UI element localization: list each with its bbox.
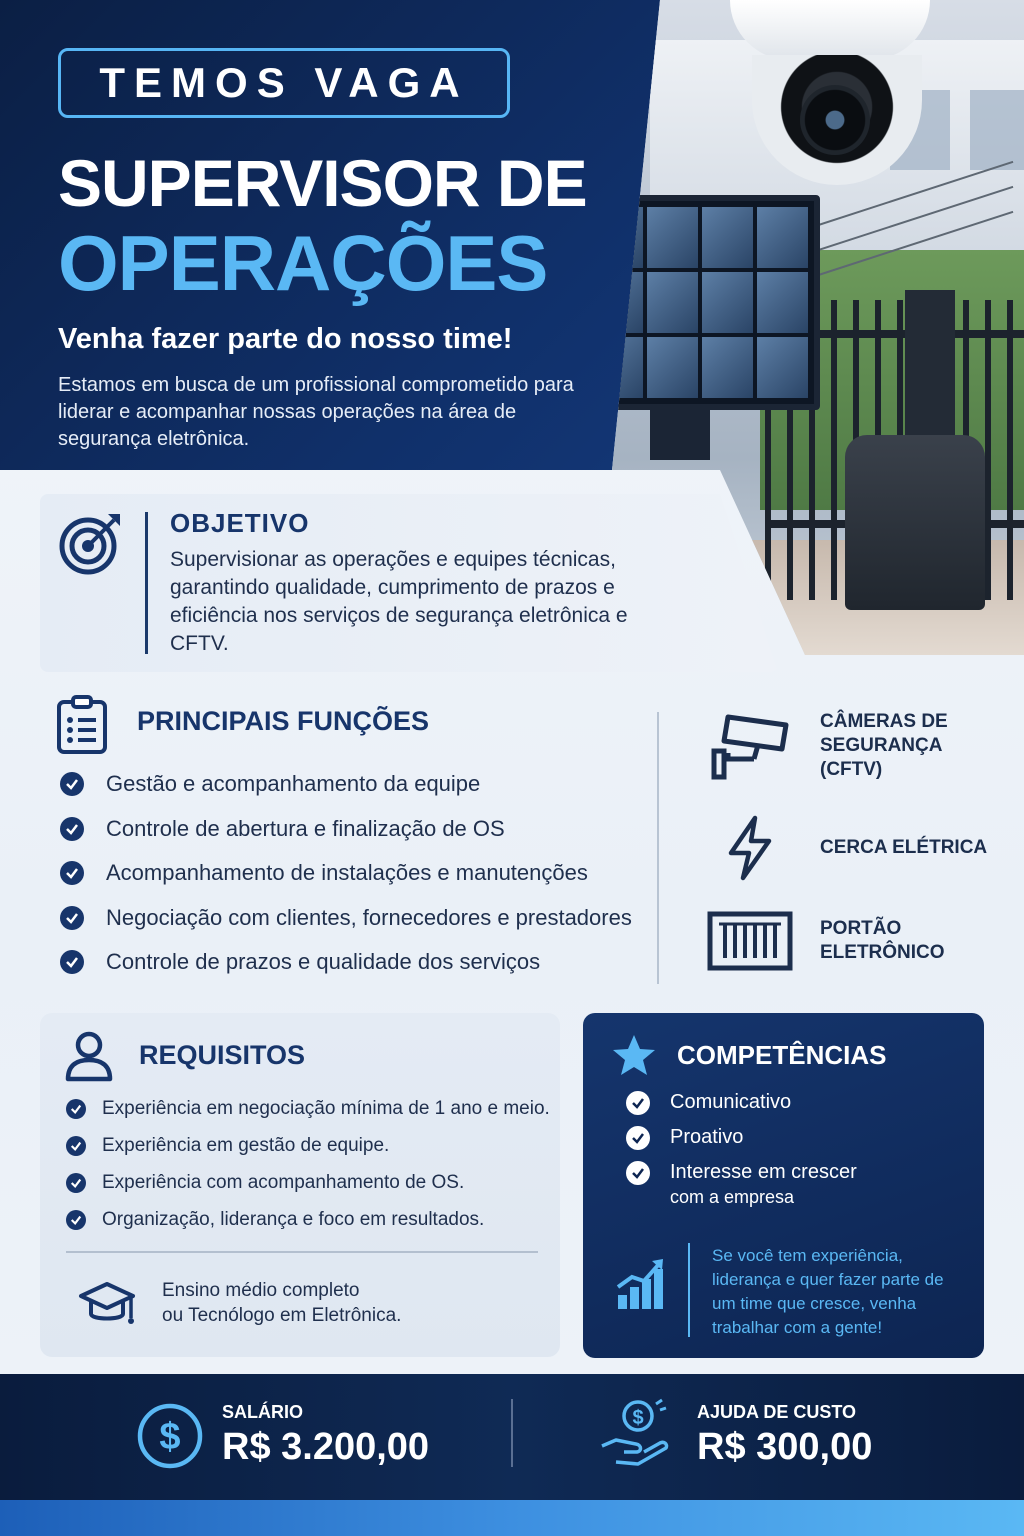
- functions-list: [60, 762, 632, 985]
- growth-chart-icon: [616, 1255, 666, 1311]
- competency-item-text: Comunicativo: [670, 1091, 792, 1113]
- check-icon: [60, 950, 84, 974]
- check-icon: [66, 1173, 86, 1193]
- competency-item-text: Interesse em crescer: [670, 1161, 857, 1183]
- check-icon: [626, 1161, 650, 1185]
- list-item: [66, 1201, 550, 1238]
- gate-icon: [707, 910, 793, 972]
- service-electronic-gate: [705, 906, 990, 976]
- aid-label: AJUDA DE CUSTO: [697, 1402, 857, 1422]
- job-title-line1: SUPERVISOR DE: [58, 146, 587, 220]
- education-line2: ou Tecnólogo em Eletrônica.: [162, 1305, 402, 1326]
- clipboard-icon: [56, 694, 108, 754]
- function-item-text: Gestão e acompanhamento da equipe: [106, 771, 481, 797]
- function-item-text: Negociação com clientes, fornecedores e prestadores: [106, 904, 632, 930]
- requirements-title: REQUISITOS: [139, 1040, 306, 1070]
- job-title-line2: OPERAÇÕES: [58, 219, 548, 307]
- check-icon: [60, 772, 84, 796]
- requirements-rule: [66, 1251, 538, 1253]
- check-icon: [66, 1210, 86, 1230]
- function-item-text: Controle de abertura e finalização de OS: [106, 815, 505, 841]
- service-electric-fence: [705, 813, 990, 883]
- check-icon: [626, 1126, 650, 1150]
- requirements-list: [66, 1090, 550, 1238]
- objective-divider: [145, 512, 148, 654]
- svg-text:$: $: [632, 1407, 644, 1429]
- list-item: [60, 762, 632, 807]
- check-icon: [60, 817, 84, 841]
- list-item: [626, 1125, 857, 1150]
- check-icon: [66, 1136, 86, 1156]
- education-text: [162, 1278, 401, 1328]
- vacancy-badge: [58, 48, 510, 118]
- footer-accent-strip: [0, 1500, 1024, 1536]
- cta-divider: [688, 1243, 690, 1337]
- check-icon: [66, 1099, 86, 1119]
- list-item: [66, 1127, 550, 1164]
- lightning-icon: [725, 815, 775, 881]
- list-item: [626, 1090, 857, 1115]
- intro-text: Estamos em busca de um profissional comprometido para liderar e acompanhar nossas operações na área de segurança eletrônica.: [58, 374, 574, 450]
- target-icon: [58, 510, 124, 576]
- requirement-item-text: Experiência em negociação mínima de 1 ano e meio.: [102, 1097, 550, 1119]
- camera-mount: [730, 0, 930, 60]
- competency-item-block: [670, 1160, 857, 1210]
- services-divider: [657, 712, 659, 984]
- salary-value: R$ 3.200,00: [222, 1426, 430, 1468]
- svg-text:$: $: [159, 1416, 181, 1458]
- service-cftv: [705, 710, 990, 782]
- aid-value: R$ 300,00: [697, 1426, 873, 1468]
- lead-text: Venha fazer parte do nosso time!: [58, 323, 513, 355]
- list-item: [60, 807, 632, 852]
- list-item: [626, 1160, 857, 1210]
- service-label: CÂMERAS DE SEGURANÇA (CFTV): [820, 711, 948, 780]
- requirement-item-text: Experiência com acompanhamento de OS.: [102, 1171, 465, 1193]
- vacancy-badge-text: TEMOS VAGA: [99, 59, 469, 106]
- star-icon: [611, 1033, 657, 1077]
- list-item: [66, 1164, 550, 1201]
- service-label: PORTÃO ELETRÔNICO: [820, 918, 945, 963]
- list-item: [60, 940, 632, 985]
- competencies-title: COMPETÊNCIAS: [677, 1040, 887, 1070]
- function-item-text: Controle de prazos e qualidade dos serviços: [106, 949, 541, 975]
- check-icon: [60, 861, 84, 885]
- requirement-item-text: Experiência em gestão de equipe.: [102, 1134, 390, 1156]
- list-item: [60, 896, 632, 941]
- gate-motor: [845, 435, 985, 610]
- camera-lens: [800, 85, 870, 155]
- education-line1: Ensino médio completo: [162, 1280, 360, 1301]
- footer-divider: [511, 1399, 513, 1467]
- check-icon: [626, 1091, 650, 1115]
- security-camera-icon: [708, 711, 792, 781]
- monitor-stand: [650, 410, 710, 460]
- function-item-text: Acompanhamento de instalações e manutenções: [106, 860, 588, 886]
- list-item: [66, 1090, 550, 1127]
- salary-label: SALÁRIO: [222, 1402, 303, 1422]
- competencies-list: [626, 1090, 857, 1220]
- list-item: [60, 851, 632, 896]
- objective-title: OBJETIVO: [170, 508, 310, 538]
- photo-window: [970, 90, 1024, 170]
- objective-text: Supervisionar as operações e equipes técnicas, garantindo qualidade, cumprimento de prazos e eficiência nos serviços de segurança eletrônica e CFTV.: [170, 548, 628, 655]
- cta-text: Se você tem experiência, liderança e quer fazer parte de um time que cresce, venha trabalhar com a gente!: [712, 1246, 944, 1337]
- functions-title: PRINCIPAIS FUNÇÕES: [137, 706, 430, 736]
- user-icon: [64, 1030, 114, 1082]
- graduation-cap-icon: [78, 1280, 136, 1328]
- competency-item-text: Proativo: [670, 1126, 744, 1148]
- check-icon: [60, 906, 84, 930]
- requirement-item-text: Organização, liderança e foco em resultados.: [102, 1208, 485, 1230]
- dollar-coin-icon: [137, 1403, 203, 1469]
- competency-item-sub: com a empresa: [670, 1187, 795, 1207]
- service-label: CERCA ELÉTRICA: [820, 837, 988, 858]
- hand-money-icon: [598, 1398, 670, 1470]
